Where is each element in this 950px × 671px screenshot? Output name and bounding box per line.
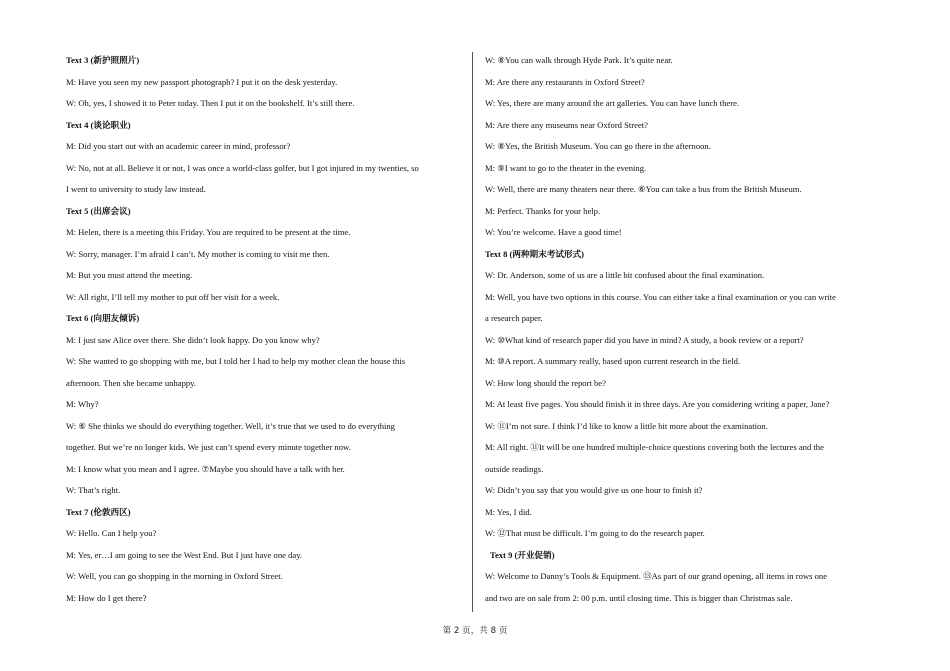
section-heading: Text 7 (伦敦西区): [66, 506, 131, 517]
dialogue-line: together. But we’re no longer kids. We just can’t spend every minute together now.: [66, 442, 351, 452]
dialogue-line: M: Perfect. Thanks for your help.: [485, 205, 601, 216]
page-footer: 第 2 页，共 8 页: [442, 626, 508, 636]
dialogue-line: M: Yes, er…I am going to see the West End. But I just have one day.: [66, 549, 303, 560]
dialogue-line: W: Oh, yes, I showed it to Peter today. Then I put it on the bookshelf. It’s still there.: [66, 98, 355, 108]
dialogue-line: W: Welcome to Danny’s Tools & Equipment. ⑬As part of our grand opening, all items in rows one: [485, 571, 828, 581]
dialogue-line: M: ⑩A report. A summary really, based upon current research in the field.: [485, 356, 741, 366]
dialogue-line: W: ⑫That must be difficult. I’m going to do the research paper.: [485, 528, 705, 538]
dialogue-line: M: Have you seen my new passport photograph? I put it on the desk yesterday.: [66, 76, 338, 87]
dialogue-line: W: ⑧Yes, the British Museum. You can go there in the afternoon.: [485, 141, 711, 151]
dialogue-line: M: Why?: [66, 399, 99, 409]
dialogue-line: W: ⑩What kind of research paper did you have in mind? A study, a book review or a report?: [485, 334, 804, 345]
dialogue-line: M: But you must attend the meeting.: [66, 270, 193, 280]
dialogue-line: W: No, not at all. Believe it or not, I was once a world-class golfer, but I got injured in my twenties, so: [66, 162, 419, 173]
dialogue-line: W: ⑪I’m not sure. I think I’d like to know a little bit more about the examination.: [485, 420, 768, 431]
dialogue-line: W: How long should the report be?: [485, 377, 606, 388]
dialogue-line: W: Yes, there are many around the art galleries. You can have lunch there.: [485, 98, 740, 108]
section-heading: Text 5 (出席会议): [66, 205, 131, 216]
right-column: [485, 50, 885, 609]
section-heading: Text 3 (新护照照片): [66, 55, 140, 65]
section-heading: Text 4 (谈论职业): [66, 119, 131, 130]
column-divider: [472, 52, 473, 612]
dialogue-line: M: I just saw Alice over there. She didn’t look happy. Do you know why?: [66, 334, 320, 345]
section-heading: Text 8 (两种期末考试形式): [485, 248, 584, 259]
dialogue-line: W: You’re welcome. Have a good time!: [485, 227, 622, 237]
dialogue-line: M: Are there any restaurants in Oxford Street?: [485, 76, 645, 87]
dialogue-line: W: She wanted to go shopping with me, but I told her I had to help my mother clean the house this: [66, 356, 406, 366]
dialogue-line: afternoon. Then she became unhappy.: [66, 377, 197, 388]
dialogue-line: M: Did you start out with an academic career in mind, professor?: [66, 141, 291, 151]
dialogue-line: I went to university to study law instead.: [66, 184, 206, 194]
dialogue-line: W: Didn’t you say that you would give us one hour to finish it?: [485, 485, 703, 495]
left-column: [66, 50, 476, 609]
dialogue-line: M: I know what you mean and I agree. ⑦Maybe you should have a talk with her.: [66, 463, 345, 474]
dialogue-line: a research paper.: [485, 313, 543, 323]
dialogue-line: W: ⑥ She thinks we should do everything together. Well, it’s true that we used to do everything: [66, 420, 395, 431]
section-heading: Text 9 (开业促销): [490, 549, 555, 560]
dialogue-line: M: All right. ⑪It will be one hundred multiple-choice questions covering both the lectures and the: [485, 442, 824, 452]
dialogue-line: W: Well, there are many theaters near there. ⑥You can take a bus from the British Museum.: [485, 184, 802, 194]
dialogue-line: M: Helen, there is a meeting this Friday. You are required to be present at the time.: [66, 227, 351, 237]
section-heading: Text 6 (向朋友倾诉): [66, 313, 140, 323]
dialogue-line: W: All right, I’ll tell my mother to put off her visit for a week.: [66, 291, 280, 302]
dialogue-line: M: How do I get there?: [66, 592, 147, 603]
dialogue-line: M: At least five pages. You should finish it in three days. Are you considering writing a paper, Jane?: [485, 399, 830, 409]
dialogue-line: W: Hello. Can I help you?: [66, 528, 157, 538]
dialogue-line: M: Well, you have two options in this course. You can either take a final examination or you can write: [485, 291, 836, 302]
dialogue-line: M: Are there any museums near Oxford Street?: [485, 119, 648, 130]
dialogue-line: W: Well, you can go shopping in the morning in Oxford Street.: [66, 571, 283, 581]
dialogue-line: M: ⑨I want to go to the theater in the evening.: [485, 162, 647, 173]
dialogue-line: outside readings.: [485, 463, 544, 474]
dialogue-line: W: ⑧You can walk through Hyde Park. It’s quite near.: [485, 55, 673, 65]
dialogue-line: W: That’s right.: [66, 485, 121, 495]
dialogue-line: and two are on sale from 2: 00 p.m. until closing time. This is bigger than Christmas sale.: [485, 592, 793, 603]
dialogue-line: M: Yes, I did.: [485, 506, 532, 517]
dialogue-line: W: Sorry, manager. I’m afraid I can’t. My mother is coming to visit me then.: [66, 248, 330, 259]
dialogue-line: W: Dr. Anderson, some of us are a little bit confused about the final examination.: [485, 270, 765, 280]
